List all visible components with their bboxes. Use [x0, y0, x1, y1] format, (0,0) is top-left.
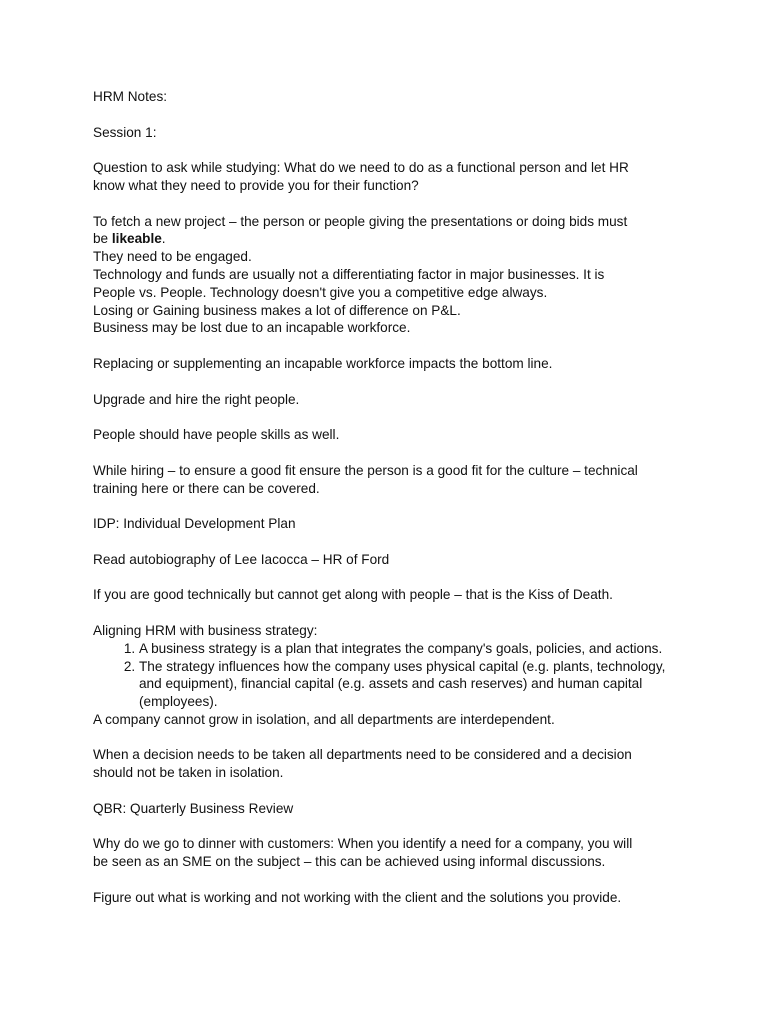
qbr-line: QBR: Quarterly Business Review — [93, 800, 294, 816]
upgrade-line: Upgrade and hire the right people. — [93, 391, 300, 407]
technology-line-2: People vs. People. Technology doesn't give you a competitive edge always. — [93, 284, 548, 300]
decision-line-1: When a decision needs to be taken all departments need to be considered and a decision — [93, 747, 632, 763]
spacer — [93, 782, 678, 800]
spacer — [93, 729, 678, 747]
idp-line: IDP: Individual Development Plan — [93, 516, 296, 532]
likeable-word: likeable — [111, 231, 162, 247]
aligning-heading: Aligning HRM with business strategy: — [93, 622, 318, 638]
replacing-line: Replacing or supplementing an incapable workforce impacts the bottom line. — [93, 355, 553, 371]
spacer — [93, 444, 678, 462]
spacer — [93, 373, 678, 391]
likeable-post: . — [161, 231, 166, 247]
engaged-line: They need to be engaged. — [93, 249, 252, 265]
spacer — [93, 337, 678, 355]
workforce-line: Business may be lost due to an incapable workforce. — [93, 320, 411, 336]
people-skills-line: People should have people skills as well. — [93, 427, 340, 443]
iacocca-line: Read autobiography of Lee Iacocca – HR of Ford — [93, 551, 390, 567]
spacer — [93, 818, 678, 836]
dinner-line-1: Why do we go to dinner with customers: When you identify a need for a company, you will — [93, 836, 633, 852]
hiring-line-2: training here or there can be covered. — [93, 480, 320, 496]
technology-line-1: Technology and funds are usually not a differentiating factor in major businesses. It is — [93, 266, 605, 282]
spacer — [93, 497, 678, 515]
likeable-pre: be — [93, 231, 112, 247]
grow-line: A company cannot grow in isolation, and all departments are interdependent. — [93, 711, 555, 727]
spacer — [93, 106, 678, 124]
session-heading: Session 1: — [93, 124, 157, 140]
kiss-line: If you are good technically but cannot get along with people – that is the Kiss of Death. — [93, 587, 613, 603]
list-item: 1. A business strategy is a plan that integrates the company's goals, policies, and actions. — [139, 640, 678, 658]
aligning-list — [93, 640, 678, 711]
decision-line-2: should not be taken in isolation. — [93, 765, 284, 781]
spacer — [93, 604, 678, 622]
spacer — [93, 871, 678, 889]
question-line-1: Question to ask while studying: What do we need to do as a functional person and let HR — [93, 160, 629, 176]
spacer — [93, 195, 678, 213]
dinner-line-2: be seen as an SME on the subject – this can be achieved using informal discussions. — [93, 854, 606, 870]
question-line-2: know what they need to provide you for their function? — [93, 177, 419, 193]
likeable-intro-line: To fetch a new project – the person or people giving the presentations or doing bids must — [93, 213, 628, 229]
hiring-line-1: While hiring – to ensure a good fit ensure the person is a good fit for the culture – technical — [93, 462, 638, 478]
list-item: 2. The strategy influences how the company uses physical capital (e.g. plants, technology, and equipment), financial capital (e.g. assets and cash reserves) and human capital (employees). — [139, 658, 678, 711]
figure-out-line: Figure out what is working and not working with the client and the solutions you provide. — [93, 889, 622, 905]
spacer — [93, 408, 678, 426]
pl-line: Losing or Gaining business makes a lot of difference on P&L. — [93, 302, 461, 318]
likeable-line — [93, 230, 678, 248]
spacer — [93, 569, 678, 587]
spacer — [93, 533, 678, 551]
notes-title: HRM Notes: — [93, 89, 168, 104]
spacer — [93, 141, 678, 159]
